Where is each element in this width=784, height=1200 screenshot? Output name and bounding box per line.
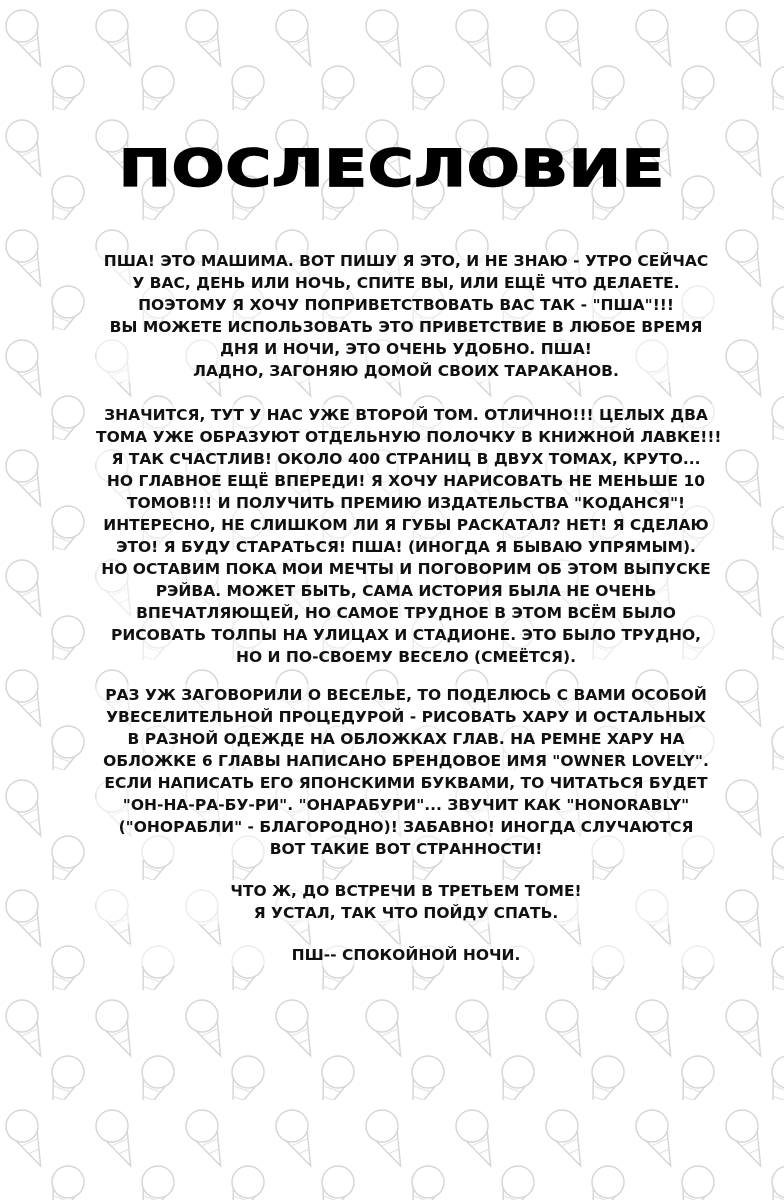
text-line: РАЗ УЖ ЗАГОВОРИЛИ О ВЕСЕЛЬЕ, ТО ПОДЕЛЮСЬ С ВАМИ ОСОБОЙ	[96, 684, 716, 706]
text-line: ДНЯ И НОЧИ, ЭТО ОЧЕНЬ УДОБНО. ПША!	[96, 338, 716, 360]
text-line: "ОН-НА-РА-БУ-РИ". "ОНАРАБУРИ"... ЗВУЧИТ КАК "HONORABLY"	[96, 794, 716, 816]
text-line: ТОМОВ!!! И ПОЛУЧИТЬ ПРЕМИЮ ИЗДАТЕЛЬСТВА "КОДАНСЯ"!	[96, 492, 716, 514]
text-line: ЭТО! Я БУДУ СТАРАТЬСЯ! ПША! (ИНОГДА Я БЫВАЮ УПРЯМЫМ).	[96, 536, 716, 558]
text-line: НО ГЛАВНОЕ ЕЩЁ ВПЕРЕДИ! Я ХОЧУ НАРИСОВАТЬ НЕ МЕНЬШЕ 10	[96, 470, 716, 492]
text-line: ПОЭТОМУ Я ХОЧУ ПОПРИВЕТСТВОВАТЬ ВАС ТАК - "ПША"!!!	[96, 294, 716, 316]
text-line: Я ТАК СЧАСТЛИВ! ОКОЛО 400 СТРАНИЦ В ДВУХ ТОМАХ, КРУТО...	[96, 448, 716, 470]
text-line: ПША! ЭТО МАШИМА. ВОТ ПИШУ Я ЭТО, И НЕ ЗНАЮ - УТРО СЕЙЧАС	[96, 250, 716, 272]
text-line: УВЕСЕЛИТЕЛЬНОЙ ПРОЦЕДУРОЙ - РИСОВАТЬ ХАРУ И ОСТАЛЬНЫХ	[96, 706, 716, 728]
paragraph-5	[96, 944, 716, 988]
paragraph-2	[96, 404, 722, 690]
text-line: ("ОНОРАБЛИ" - БЛАГОРОДНО)! ЗАБАВНО! ИНОГДА СЛУЧАЮТСЯ	[96, 816, 716, 838]
text-line: РИСОВАТЬ ТОЛПЫ НА УЛИЦАХ И СТАДИОНЕ. ЭТО БЫЛО ТРУДНО,	[96, 624, 716, 646]
text-line: ИНТЕРЕСНО, НЕ СЛИШКОМ ЛИ Я ГУБЫ РАСКАТАЛ? НЕТ! Я СДЕЛАЮ	[96, 514, 716, 536]
paragraph-4	[96, 880, 716, 946]
text-line: ЛАДНО, ЗАГОНЯЮ ДОМОЙ СВОИХ ТАРАКАНОВ.	[96, 360, 716, 382]
text-line: ЗНАЧИТСЯ, ТУТ У НАС УЖЕ ВТОРОЙ ТОМ. ОТЛИЧНО!!! ЦЕЛЫХ ДВА	[96, 404, 716, 426]
text-line: РЭЙВА. МОЖЕТ БЫТЬ, САМА ИСТОРИЯ БЫЛА НЕ ОЧЕНЬ	[96, 580, 716, 602]
text-line: ВЫ МОЖЕТЕ ИСПОЛЬЗОВАТЬ ЭТО ПРИВЕТСТВИЕ В ЛЮБОЕ ВРЕМЯ	[96, 316, 716, 338]
text-line: У ВАС, ДЕНЬ ИЛИ НОЧЬ, СПИТЕ ВЫ, ИЛИ ЕЩЁ ЧТО ДЕЛАЕТЕ.	[96, 272, 716, 294]
text-line: ВОТ ТАКИЕ ВОТ СТРАННОСТИ!	[96, 838, 716, 860]
paragraph-3	[96, 684, 716, 882]
text-line: В РАЗНОЙ ОДЕЖДЕ НА ОБЛОЖКАХ ГЛАВ. НА РЕМНЕ ХАРУ НА	[96, 728, 716, 750]
text-line: ЧТО Ж, ДО ВСТРЕЧИ В ТРЕТЬЕМ ТОМЕ!	[96, 880, 716, 902]
text-line: ВПЕЧАТЛЯЮЩЕЙ, НО САМОЕ ТРУДНОЕ В ЭТОМ ВСЁМ БЫЛО	[96, 602, 716, 624]
text-line: ТОМА УЖЕ ОБРАЗУЮТ ОТДЕЛЬНУЮ ПОЛОЧКУ В КНИЖНОЙ ЛАВКЕ!!!	[96, 428, 722, 446]
page-title: ПОСЛЕСЛОВИЕ	[118, 138, 666, 199]
text-line: Я УСТАЛ, ТАК ЧТО ПОЙДУ СПАТЬ.	[96, 902, 716, 924]
paragraph-1	[96, 250, 716, 404]
text-line: ПШ-- СПОКОЙНОЙ НОЧИ.	[96, 944, 716, 966]
text-line: ОБЛОЖКЕ 6 ГЛАВЫ НАПИСАНО БРЕНДОВОЕ ИМЯ "OWNER LOVELY".	[96, 750, 716, 772]
text-line: НО ОСТАВИМ ПОКА МОИ МЕЧТЫ И ПОГОВОРИМ ОБ ЭТОМ ВЫПУСКЕ	[96, 558, 716, 580]
text-line: НО И ПО-СВОЕМУ ВЕСЕЛО (СМЕЁТСЯ).	[96, 646, 716, 668]
text-line: ЕСЛИ НАПИСАТЬ ЕГО ЯПОНСКИМИ БУКВАМИ, ТО ЧИТАТЬСЯ БУДЕТ	[96, 772, 716, 794]
